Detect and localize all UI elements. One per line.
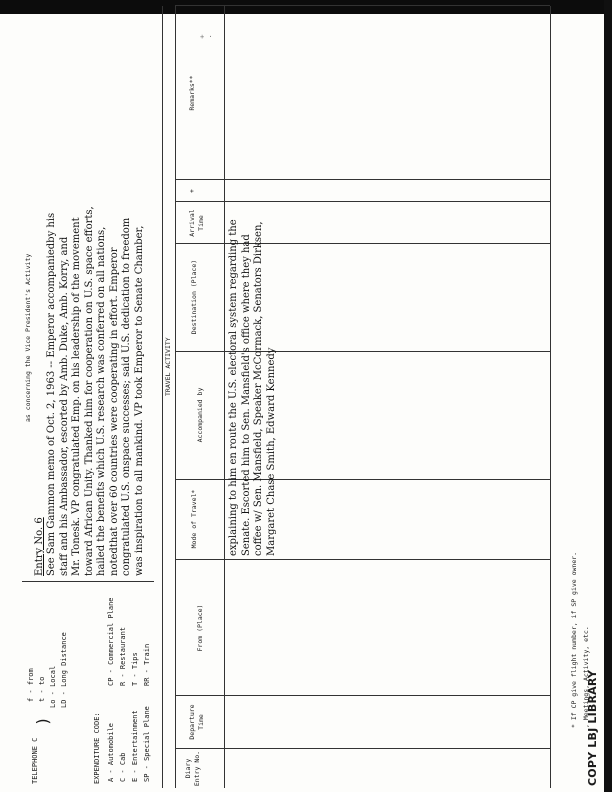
entry-continued-line: explaining to him en route the U.S. electoral system regarding the xyxy=(228,219,239,556)
header-note: as concerning the Vice President's Activity xyxy=(24,253,32,422)
col-from-place: From (Place) xyxy=(196,604,204,652)
table-bottom-rule xyxy=(550,6,551,788)
entry-line: Mr. Tonesk. VP congratulated Emp. on his leadership of the movement xyxy=(71,217,82,576)
col-accompanied-by: Accompanied by xyxy=(196,387,204,443)
expenditure-code-row: A - Automobile xyxy=(107,722,115,782)
entry-line: was inspiration to all mankind. VP took Emperor to Senate Chamber, xyxy=(133,225,145,576)
col-arrival-time: Arrival Time xyxy=(188,209,205,237)
expenditure-label: EXPENDITURE CODE: xyxy=(93,712,101,784)
col-divider xyxy=(175,748,550,749)
expenditure-codes-right xyxy=(106,597,152,686)
entry-line: congratulated U.S. onspace successes; said U.S. dedication to freedom xyxy=(121,217,132,576)
footnote-meetings: , Meetings, Activity, etc. xyxy=(582,626,590,728)
col-divider xyxy=(175,5,550,6)
brace-mark: ) xyxy=(33,716,52,726)
table-top-rule xyxy=(175,6,176,788)
col-remarks: Remarks** xyxy=(188,75,196,111)
expenditure-codes-left xyxy=(106,706,152,782)
entry-line: See Sam Gammon memo of Oct. 2, 1963 -- Emperor accompaniedby his xyxy=(46,212,57,576)
expenditure-code-row: T - Tips xyxy=(131,652,139,686)
col-plus: + xyxy=(188,189,196,193)
entry-continued xyxy=(228,16,278,556)
entry-body xyxy=(46,6,146,576)
entry-line: staff and his Ambassador, escorted by Amb. Duke, Amb. Korry, and xyxy=(58,236,70,576)
telephone-label: TELEPHONE C xyxy=(31,737,39,784)
entry-label: Entry No. 6 xyxy=(34,517,45,576)
expenditure-code-row: SP - Special Plane xyxy=(143,706,151,782)
telephone-code-row: LD - Long Distance xyxy=(60,632,68,708)
col-departure-time: Departure Time xyxy=(188,704,205,740)
telephone-code-row: Lo - Local xyxy=(49,665,57,708)
col-divider xyxy=(175,559,550,560)
section-rule xyxy=(162,6,163,788)
col-destination: Destination (Place) xyxy=(190,259,198,335)
entry-continued-line: Margaret Chase Smith, Edward Kennedy xyxy=(265,347,277,556)
footnote-flight: * If CP give flight number, if SP give owner. xyxy=(570,551,578,728)
entry-continued-line: coffee w/ Sen. Mansfield, Speaker McCormack, Senators Dirksen, xyxy=(253,221,264,556)
expenditure-code-row: C - Cab xyxy=(119,752,127,782)
table-header-rule xyxy=(224,6,225,788)
lbj-library-stamp: COPY LBJ LIBRARY xyxy=(586,669,599,786)
entry-line: notedthat over 60 countries were cooperating in effort. Emperor xyxy=(108,247,120,576)
upper-divider xyxy=(22,581,154,582)
telephone-code-row: f - from xyxy=(27,668,35,702)
entry-line: toward African Unity. Thanked him for cooperation on U.S. space efforts, xyxy=(83,206,95,576)
expenditure-code-row: R - Restaurant xyxy=(119,626,127,686)
telephone-code-row: t - to xyxy=(38,676,46,702)
col-divider xyxy=(175,695,550,696)
expenditure-code-row: E - Entertainment xyxy=(131,710,139,782)
expenditure-code-row: RR - Train xyxy=(143,643,151,686)
travel-activity-title: TRAVEL ACTIVITY xyxy=(164,337,172,396)
col-mode-of-travel: Mode of Travel* xyxy=(190,489,198,549)
entry-line: hailed the benefits which U.S. research was conferred on all nations, xyxy=(96,226,107,576)
expenditure-code-row: CP - Commercial Plane xyxy=(107,597,115,686)
entry-continued-line: Senate. Escorted him to Sen. Mansfield's office where they had xyxy=(240,234,252,556)
col-diary-entry: Diary Entry No. xyxy=(184,750,201,787)
scan-speck: + · xyxy=(200,33,213,41)
